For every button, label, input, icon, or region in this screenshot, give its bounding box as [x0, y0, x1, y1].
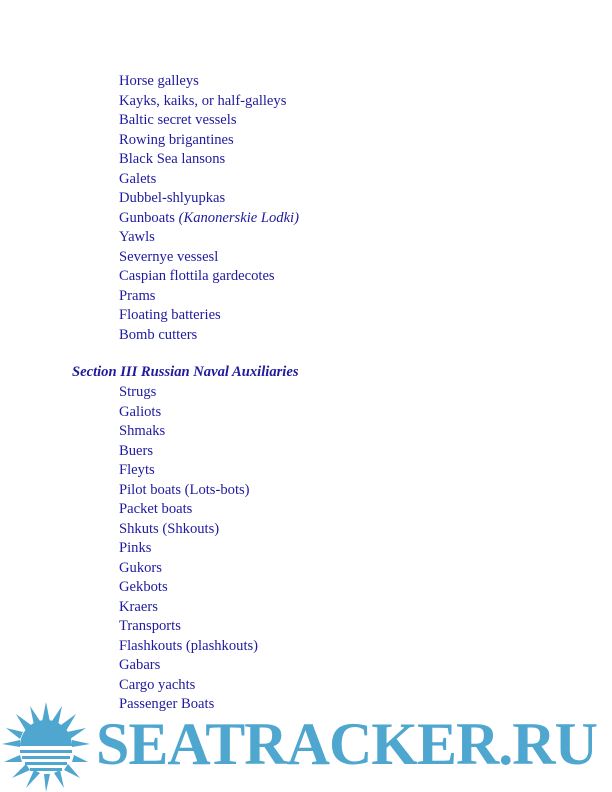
list-item: Cargo yachts [119, 676, 196, 693]
list-item: Galiots [119, 403, 162, 420]
list-item: Baltic secret vessels [119, 112, 237, 128]
list-item: Pilot boats (Lots-bots) [119, 481, 250, 498]
auxiliaries-list [119, 383, 258, 715]
list-item: Gukors [119, 559, 162, 576]
list-item: Packet boats [119, 501, 193, 517]
list-item: Strugs [119, 384, 157, 400]
list-item: Severnye vessesl [119, 248, 219, 265]
vessel-list-continued [119, 72, 299, 345]
list-item: Fleyts [119, 462, 155, 478]
list-item: Pinks [119, 540, 152, 556]
list-item: Flashkouts (plashkouts) [119, 637, 259, 654]
list-item: Kayks, kaiks, or half-galleys [119, 92, 287, 109]
list-item: Bomb cutters [119, 326, 198, 343]
list-item: Black Sea lansons [119, 151, 226, 167]
list-item: Kraers [119, 598, 158, 615]
list-item: Gunboats (Kanonerskie Lodki) [119, 209, 299, 226]
list-item: Floating batteries [119, 307, 221, 323]
list-item: Yawls [119, 229, 155, 245]
list-item: Caspian flottila gardecotes [119, 268, 275, 284]
list-item: Shkuts (Shkouts) [119, 520, 220, 537]
watermark-text: SEATRACKER.RU [96, 711, 597, 777]
list-item: Buers [119, 442, 154, 459]
seatracker-watermark [0, 700, 612, 792]
list-item: Passenger Boats [119, 696, 215, 712]
list-item: Transports [119, 618, 181, 634]
list-item: Rowing brigantines [119, 131, 234, 148]
list-item: Gekbots [119, 579, 168, 595]
list-item: Galets [119, 170, 157, 187]
list-item: Prams [119, 287, 156, 304]
list-item: Horse galleys [119, 73, 199, 89]
list-item: Shmaks [119, 423, 166, 439]
list-item: Gabars [119, 657, 161, 673]
section-heading: Section III Russian Naval Auxiliaries [72, 364, 299, 380]
sun-icon [0, 700, 100, 792]
list-item: Dubbel-shlyupkas [119, 190, 226, 206]
